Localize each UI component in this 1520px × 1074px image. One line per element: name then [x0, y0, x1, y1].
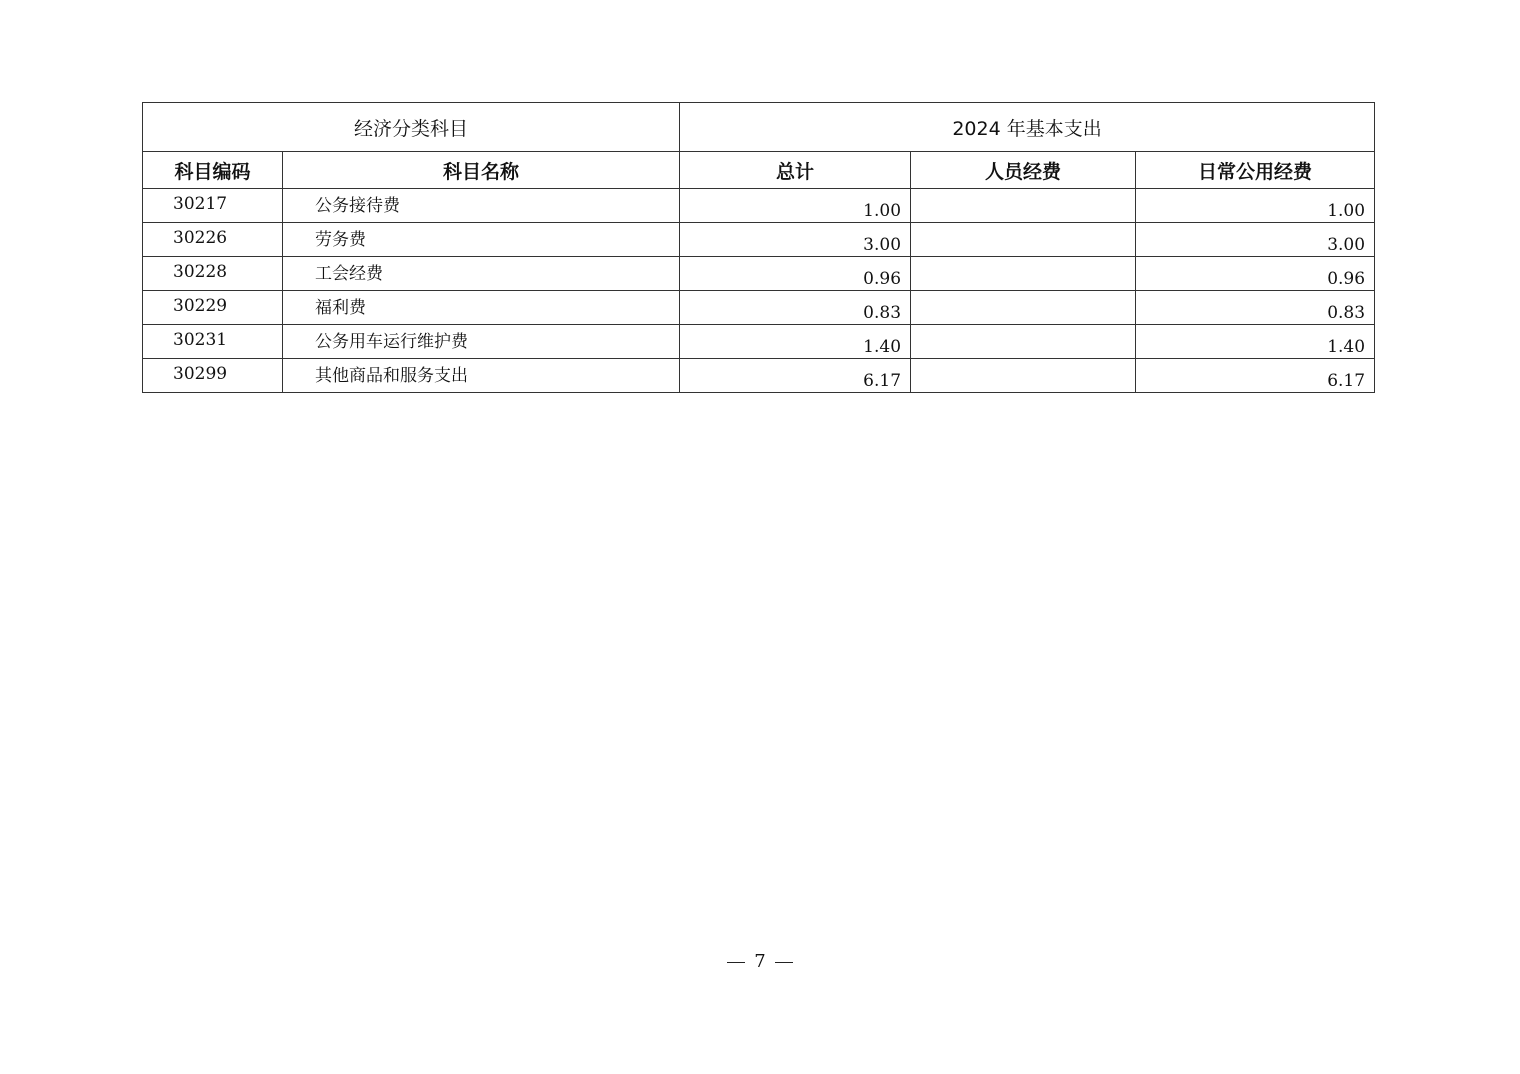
- table-group-header-row: [143, 103, 1375, 152]
- cell-personnel: [911, 359, 1136, 393]
- cell-personnel: [911, 223, 1136, 257]
- cell-code: 30231: [143, 325, 283, 359]
- footer-dash-right: [775, 962, 793, 963]
- page-footer: [0, 951, 1520, 972]
- cell-public: 1.40: [1136, 325, 1375, 359]
- cell-public: 0.83: [1136, 291, 1375, 325]
- footer-dash-left: [727, 962, 745, 963]
- cell-public: 3.00: [1136, 223, 1375, 257]
- cell-personnel: [911, 291, 1136, 325]
- table-column-header-row: [143, 152, 1375, 189]
- cell-name: 工会经费: [283, 257, 680, 291]
- cell-name: 公务接待费: [283, 189, 680, 223]
- cell-name: 公务用车运行维护费: [283, 325, 680, 359]
- header-economic-classification: 经济分类科目: [143, 103, 680, 152]
- cell-total: 3.00: [680, 223, 911, 257]
- cell-personnel: [911, 257, 1136, 291]
- column-header-name: 科目名称: [283, 152, 680, 189]
- cell-total: 1.00: [680, 189, 911, 223]
- cell-total: 6.17: [680, 359, 911, 393]
- expenditure-table: [142, 102, 1375, 393]
- column-header-code: 科目编码: [143, 152, 283, 189]
- cell-public: 6.17: [1136, 359, 1375, 393]
- table-row: [143, 325, 1375, 359]
- cell-code: 30217: [143, 189, 283, 223]
- cell-public: 1.00: [1136, 189, 1375, 223]
- cell-name: 福利费: [283, 291, 680, 325]
- column-header-public: 日常公用经费: [1136, 152, 1375, 189]
- cell-personnel: [911, 325, 1136, 359]
- cell-name: 其他商品和服务支出: [283, 359, 680, 393]
- table-row: [143, 189, 1375, 223]
- cell-code: 30226: [143, 223, 283, 257]
- table-row: [143, 223, 1375, 257]
- page-number: 7: [754, 951, 766, 972]
- cell-personnel: [911, 189, 1136, 223]
- cell-name: 劳务费: [283, 223, 680, 257]
- cell-total: 0.83: [680, 291, 911, 325]
- header-basic-expenditure: 2024 年基本支出: [680, 103, 1375, 152]
- cell-total: 0.96: [680, 257, 911, 291]
- cell-public: 0.96: [1136, 257, 1375, 291]
- table-row: [143, 257, 1375, 291]
- cell-code: 30229: [143, 291, 283, 325]
- cell-total: 1.40: [680, 325, 911, 359]
- table-row: [143, 359, 1375, 393]
- cell-code: 30228: [143, 257, 283, 291]
- column-header-personnel: 人员经费: [911, 152, 1136, 189]
- table-row: [143, 291, 1375, 325]
- column-header-total: 总计: [680, 152, 911, 189]
- cell-code: 30299: [143, 359, 283, 393]
